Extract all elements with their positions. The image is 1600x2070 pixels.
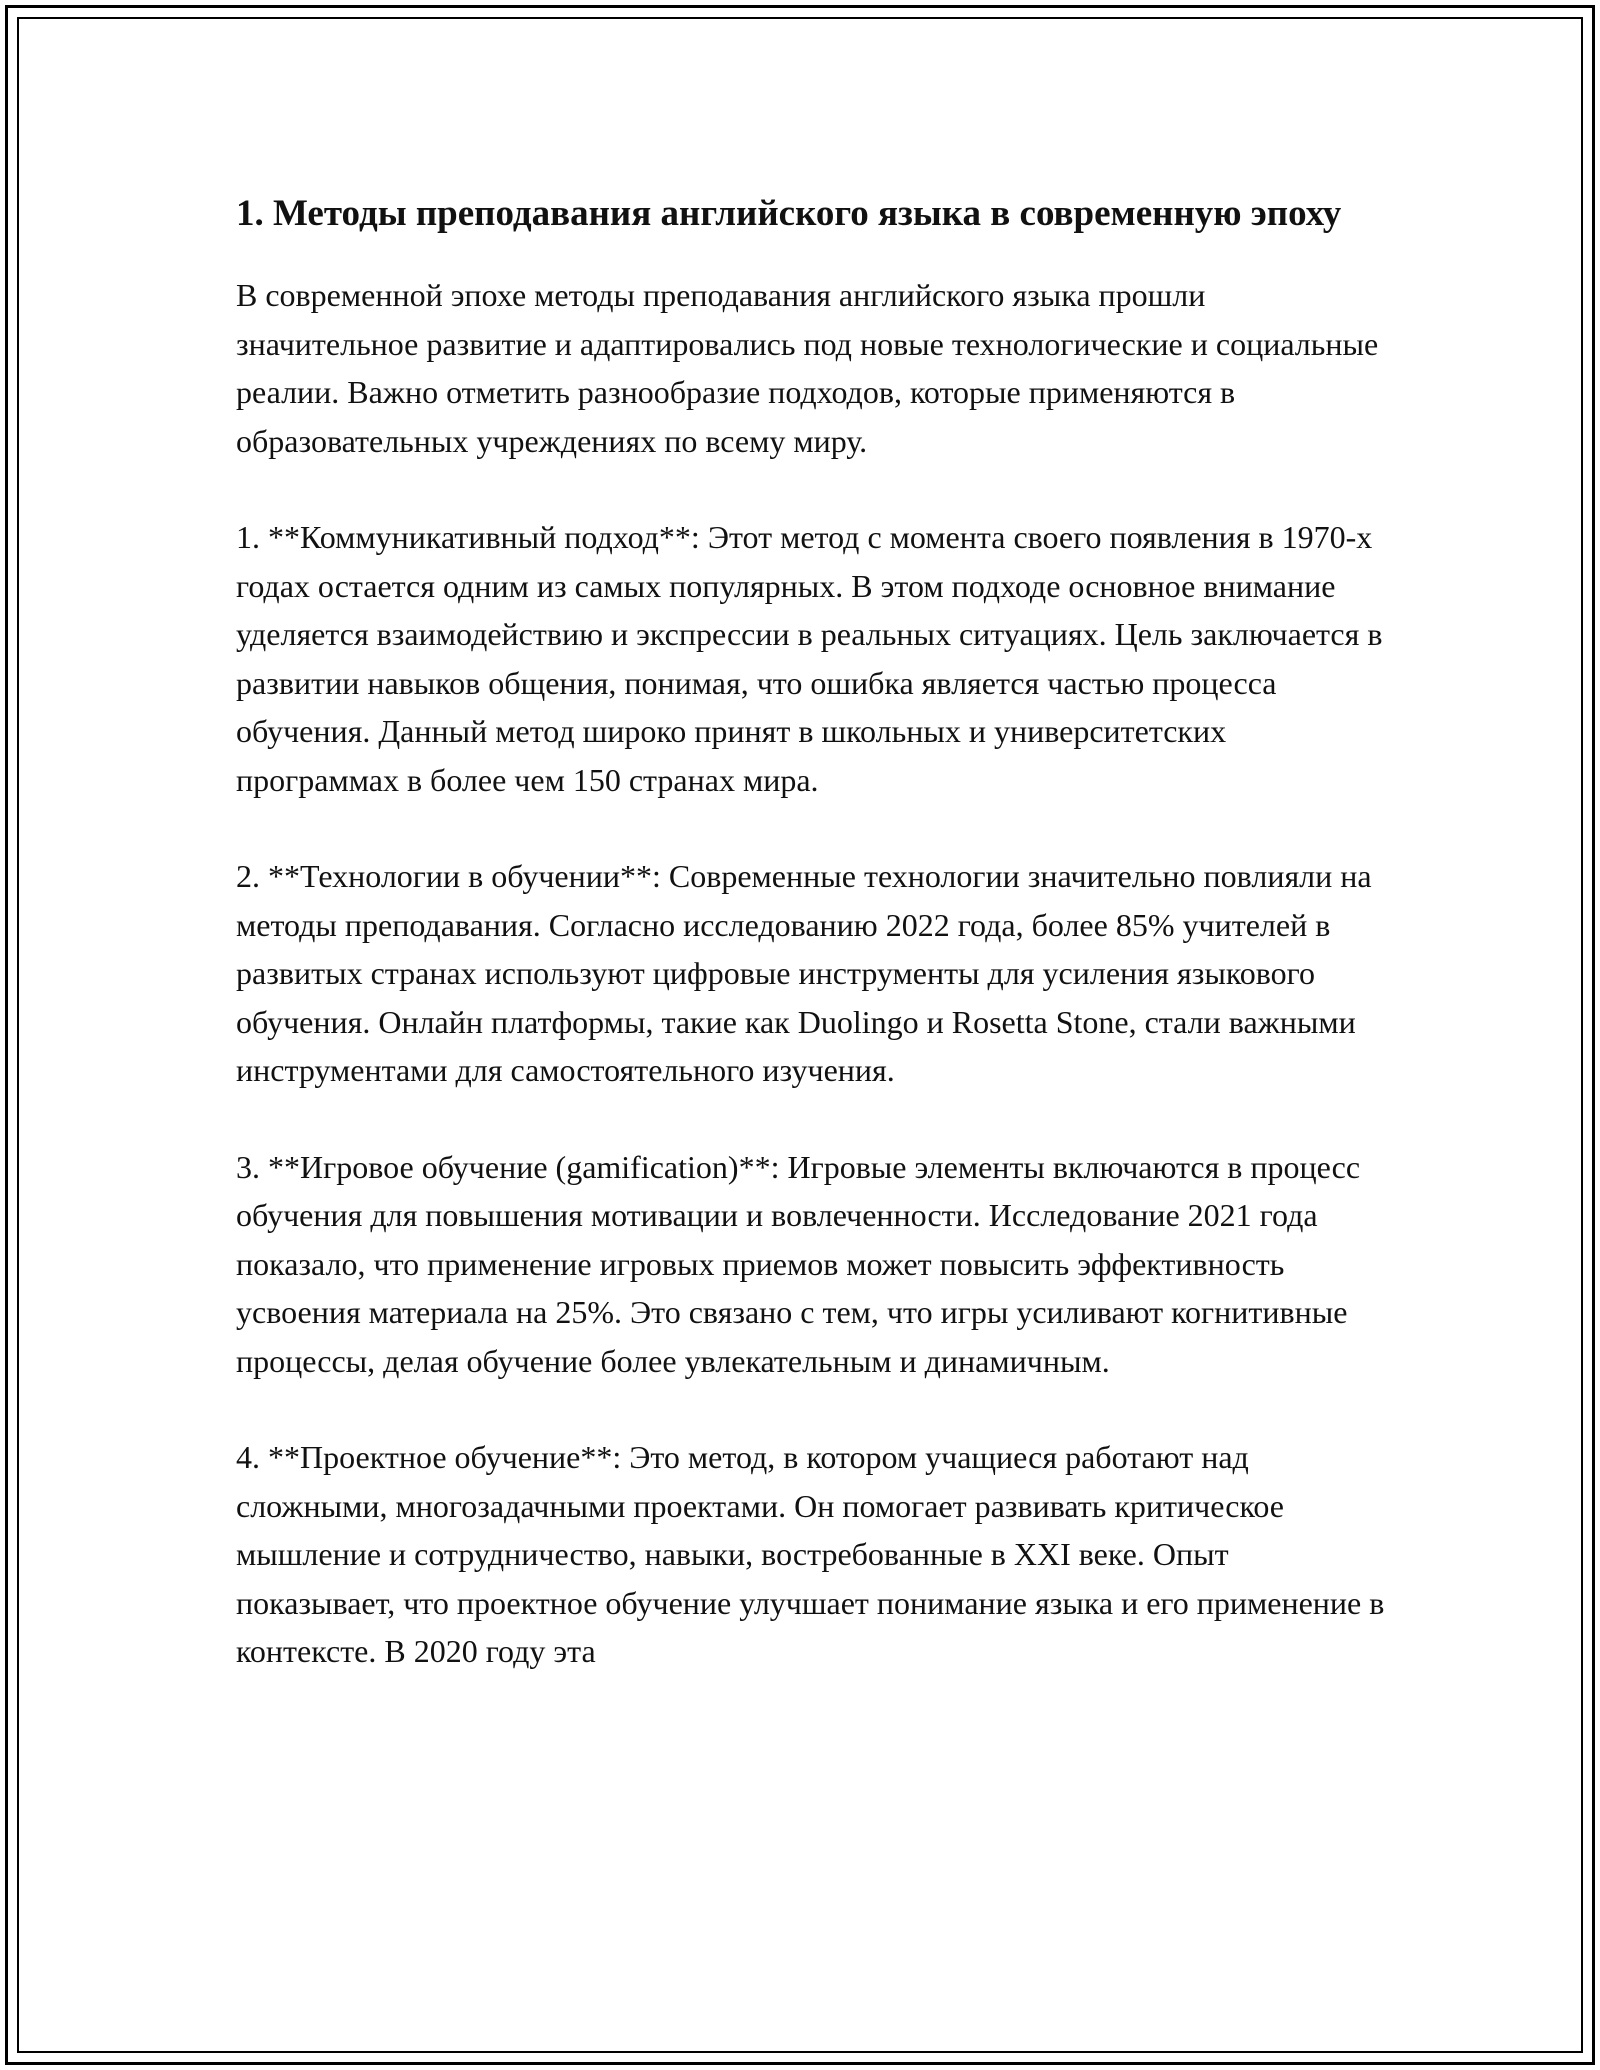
document-body <box>236 186 1386 1676</box>
intro-paragraph: В современной эпохе методы преподавания английского языка прошли значительное развитие и адаптировались под новые технологические и социальные реалии. Важно отметить разнообразие подходов, которые применяются в образовательных учреждениях по всему миру. <box>236 277 1379 459</box>
paragraph-technology-in-learning: 2. **Технологии в обучении**: Современные технологии значительно повлияли на методы преподавания. Согласно исследованию 2022 года, более 85% учителей в развитых странах используют цифровые инструменты для усиления языкового обучения. Онлайн платформы, такие как Duolingo и Rosetta Stone, стали важными инструментами для самостоятельного изучения. <box>236 858 1372 1088</box>
paragraph-project-learning: 4. **Проектное обучение**: Это метод, в котором учащиеся работают над сложными, многозадачными проектами. Он помогает развивать критическое мышление и сотрудничество, навыки, востребованные в XXI веке. Опыт показывает, что проектное обучение улучшает понимание языка и его применение в контексте. В 2020 году эта <box>236 1439 1385 1669</box>
paragraph-communicative-approach: 1. **Коммуникативный подход**: Этот метод с момента своего появления в 1970-х годах остается одним из самых популярных. В этом подходе основное внимание уделяется взаимодействию и экспрессии в реальных ситуациях. Цель заключается в развитии навыков общения, понимая, что ошибка является частью процесса обучения. Данный метод широко принят в школьных и университетских программах в более чем 150 странах мира. <box>236 519 1383 798</box>
paragraph-gamification: 3. **Игровое обучение (gamification)**: Игровые элементы включаются в процесс обучения для повышения мотивации и вовлеченности. Исследование 2021 года показало, что применение игровых приемов может повысить эффективность усвоения материала на 25%. Это связано с тем, что игры усиливают когнитивные процессы, делая обучение более увлекательным и динамичным. <box>236 1148 1361 1379</box>
section-title: 1. Методы преподавания английского языка в современную эпоху <box>236 193 1342 234</box>
